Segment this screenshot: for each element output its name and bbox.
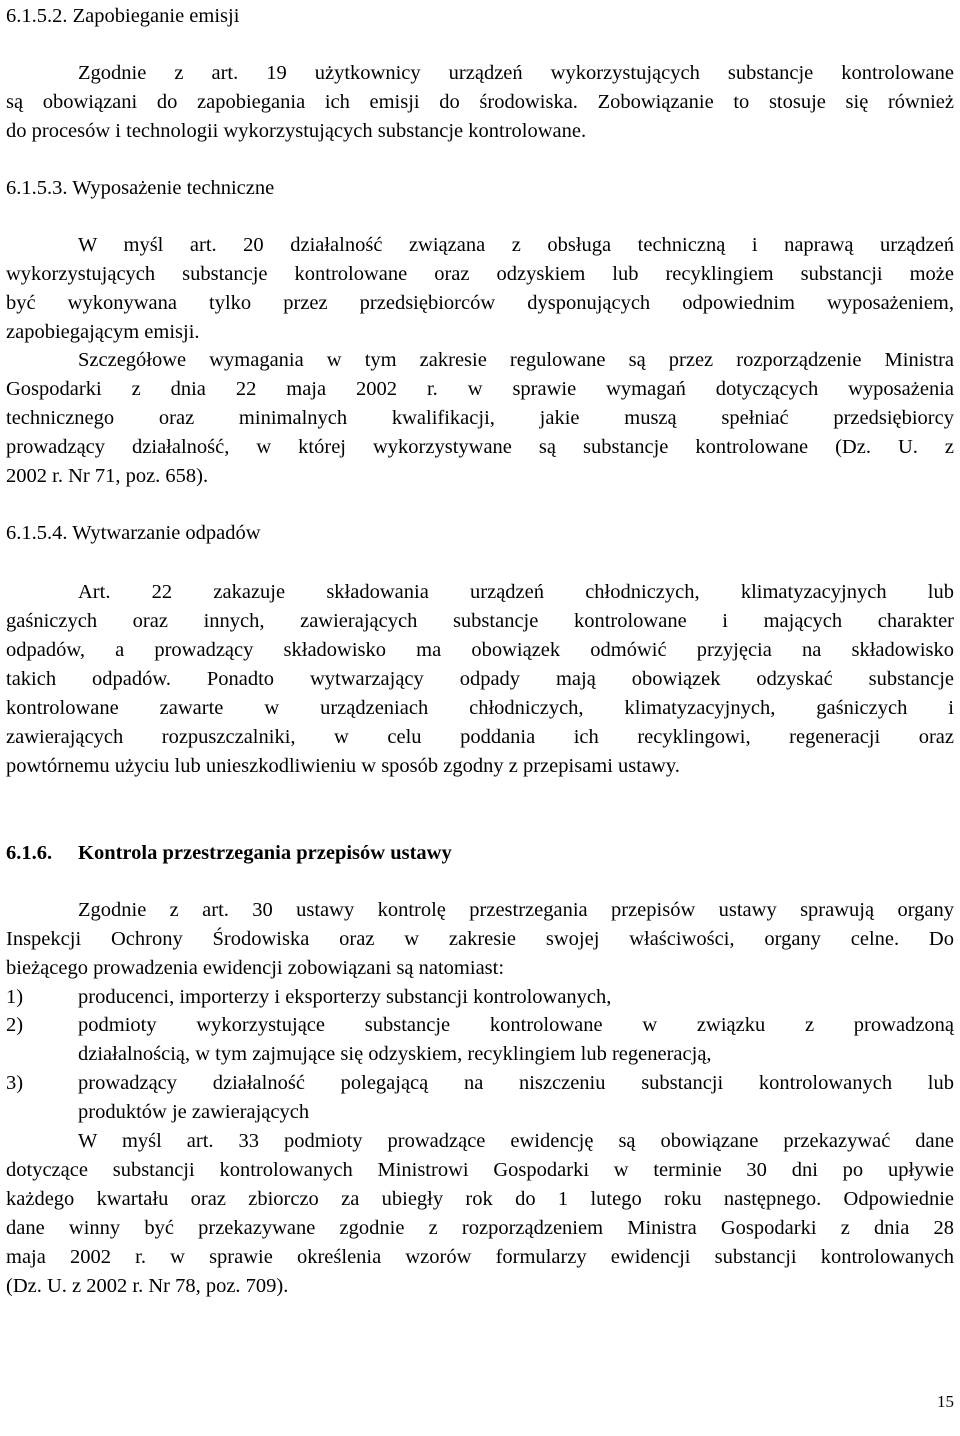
paragraph-line: Art. 22 zakazuje składowania urządzeń chłodniczych, klimatyzacyjnych lub — [78, 581, 954, 603]
paragraph-line: dane winny być przekazywane zgodnie z rozporządzeniem Ministra Gospodarki z dnia 28 — [6, 1217, 954, 1239]
heading-6-1-5-2: 6.1.5.2. Zapobieganie emisji — [6, 5, 240, 27]
paragraph-line: do procesów i technologii wykorzystujących substancje kontrolowane. — [6, 120, 587, 142]
paragraph-line: 2002 r. Nr 71, poz. 658). — [6, 465, 209, 487]
paragraph-line: dotyczące substancji kontrolowanych Ministrowi Gospodarki w terminie 30 dni po upływie — [6, 1159, 954, 1181]
paragraph-line: maja 2002 r. w sprawie określenia wzorów formularzy ewidencji substancji kontrolowanych — [6, 1246, 954, 1268]
list-item-text: prowadzący działalność polegającą na niszczeniu substancji kontrolowanych lub — [78, 1072, 954, 1094]
paragraph-line: powtórnemu użyciu lub unieszkodliwieniu w sposób zgodny z przepisami ustawy. — [6, 755, 680, 777]
paragraph-line: kontrolowane zawarte w urządzeniach chłodniczych, klimatyzacyjnych, gaśniczych i — [6, 697, 954, 719]
paragraph-line: wykorzystujących substancje kontrolowane oraz odzyskiem lub recyklingiem substancji może — [6, 263, 954, 285]
heading-6-1-6-number: 6.1.6. — [6, 842, 53, 864]
heading-6-1-5-3: 6.1.5.3. Wyposażenie techniczne — [6, 177, 275, 199]
list-item-number: 2) — [6, 1014, 24, 1036]
list-item-text: produktów je zawierających — [78, 1101, 310, 1123]
paragraph-line: być wykonywana tylko przez przedsiębiorców dysponujących odpowiednim wyposażeniem, — [6, 292, 954, 314]
paragraph-line: każdego kwartału oraz zbiorczo za ubiegły rok do 1 lutego roku następnego. Odpowiednie — [6, 1188, 954, 1210]
paragraph-line: gaśniczych oraz innych, zawierających substancje kontrolowane i mających charakter — [6, 610, 954, 632]
heading-6-1-6-title: Kontrola przestrzegania przepisów ustawy — [78, 842, 452, 864]
paragraph-line: takich odpadów. Ponadto wytwarzający odpady mają obowiązek odzyskać substancje — [6, 668, 954, 690]
paragraph-line: W myśl art. 20 działalność związana z obsługa techniczną i naprawą urządzeń — [78, 234, 954, 256]
paragraph-line: Gospodarki z dnia 22 maja 2002 r. w sprawie wymagań dotyczących wyposażenia — [6, 378, 954, 400]
list-item-text: podmioty wykorzystujące substancje kontrolowane w związku z prowadzoną — [78, 1014, 954, 1036]
paragraph-line: są obowiązani do zapobiegania ich emisji do środowiska. Zobowiązanie to stosuje się również — [6, 91, 954, 113]
paragraph-line: (Dz. U. z 2002 r. Nr 78, poz. 709). — [6, 1275, 289, 1297]
paragraph-line: Zgodnie z art. 30 ustawy kontrolę przestrzegania przepisów ustawy sprawują organy — [78, 899, 954, 921]
list-item-text: producenci, importerzy i eksporterzy substancji kontrolowanych, — [78, 986, 612, 1008]
paragraph-line: Inspekcji Ochrony Środowiska oraz w zakresie swojej właściwości, organy celne. Do — [6, 928, 954, 950]
paragraph-line: prowadzący działalność, w której wykorzystywane są substancje kontrolowane (Dz. U. z — [6, 436, 954, 458]
paragraph-line: W myśl art. 33 podmioty prowadzące ewidencję są obowiązane przekazywać dane — [78, 1130, 954, 1152]
paragraph-line: technicznego oraz minimalnych kwalifikacji, jakie muszą spełniać przedsiębiorcy — [6, 407, 954, 429]
paragraph-line: zapobiegającym emisji. — [6, 321, 200, 343]
list-item-number: 3) — [6, 1072, 24, 1094]
heading-6-1-5-4: 6.1.5.4. Wytwarzanie odpadów — [6, 522, 261, 544]
paragraph-line: Zgodnie z art. 19 użytkownicy urządzeń wykorzystujących substancje kontrolowane — [78, 62, 954, 84]
list-item-text: działalnością, w tym zajmujące się odzyskiem, recyklingiem lub regeneracją, — [78, 1043, 712, 1065]
list-item-number: 1) — [6, 986, 24, 1008]
paragraph-line: Szczegółowe wymagania w tym zakresie regulowane są przez rozporządzenie Ministra — [78, 349, 954, 371]
paragraph-line: odpadów, a prowadzący składowisko ma obowiązek odmówić przyjęcia na składowisko — [6, 639, 954, 661]
paragraph-line: bieżącego prowadzenia ewidencji zobowiązani są natomiast: — [6, 957, 505, 979]
paragraph-line: zawierających rozpuszczalniki, w celu poddania ich recyklingowi, regeneracji oraz — [6, 726, 954, 748]
page-number: 15 — [937, 1392, 954, 1411]
